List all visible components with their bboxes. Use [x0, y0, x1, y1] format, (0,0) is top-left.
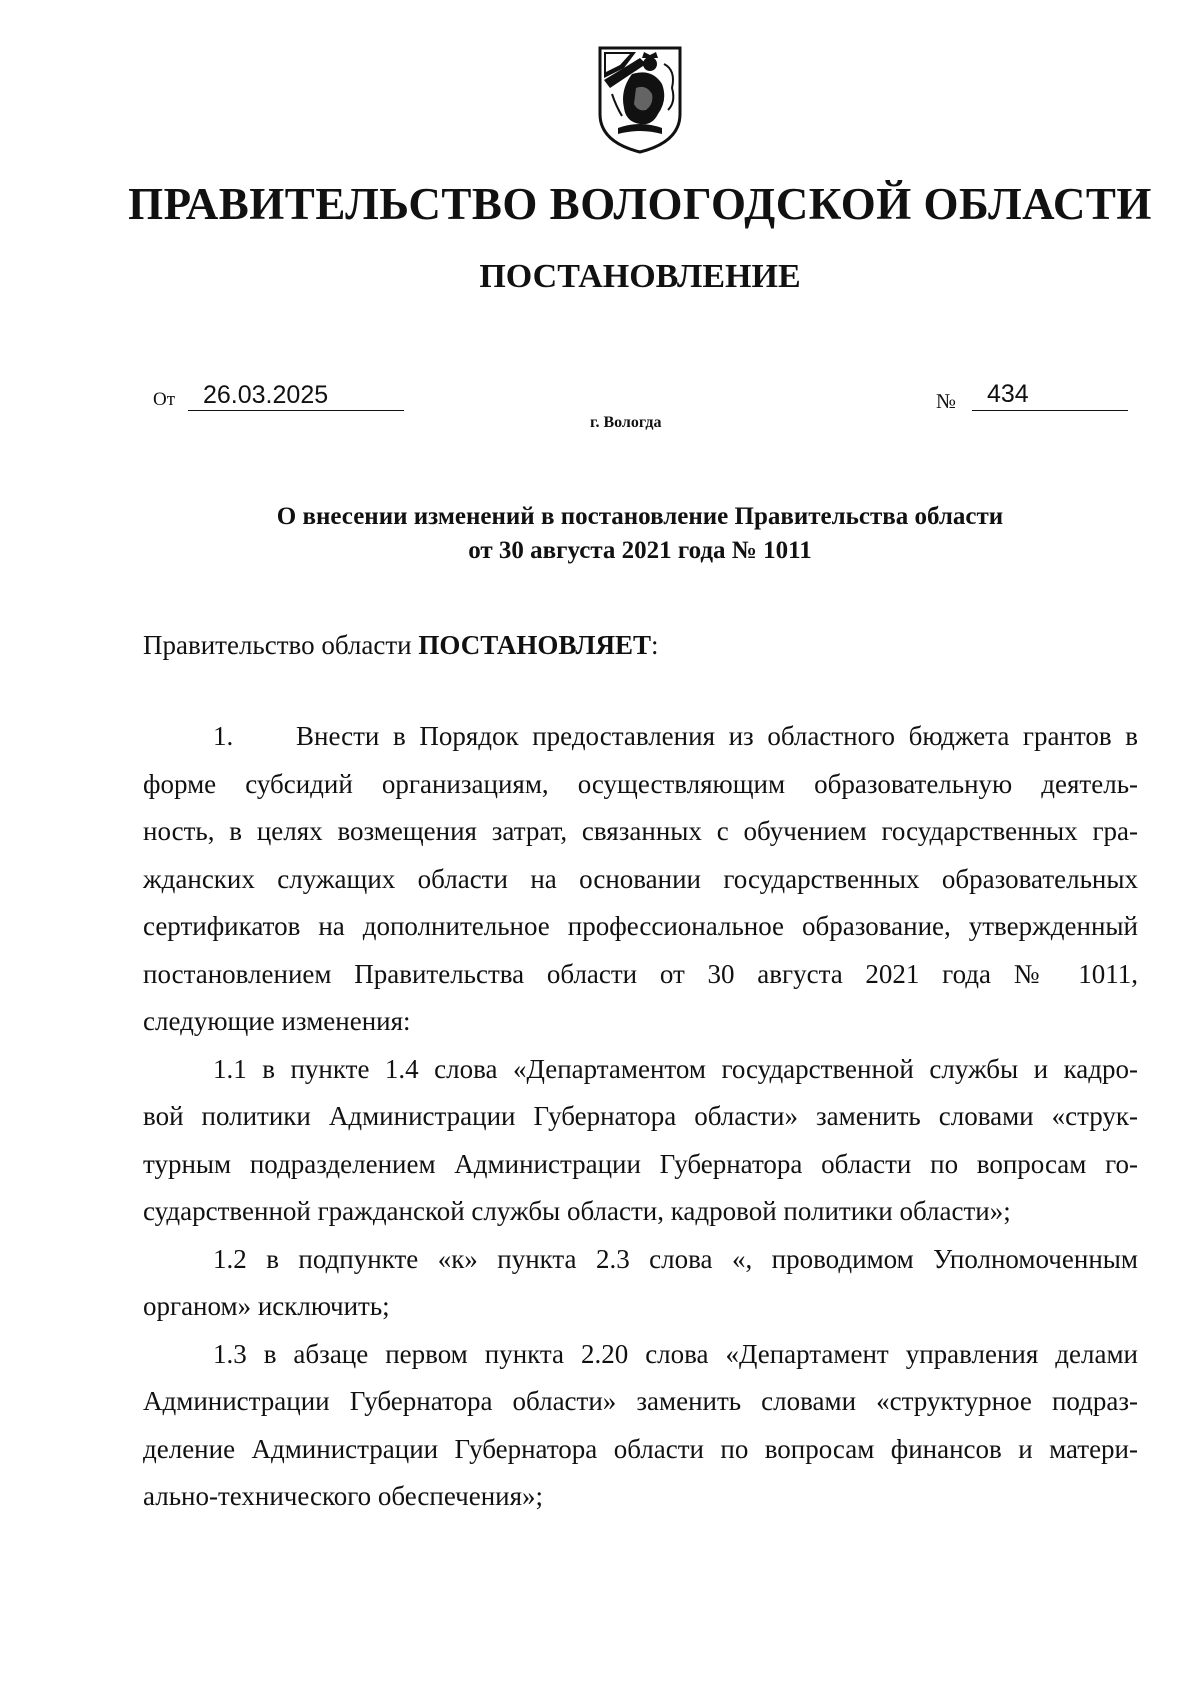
decree-prefix: Правительство области — [143, 630, 419, 660]
paragraph-line: ность, в целях возмещения затрат, связанных с обучением государственных гра- — [143, 816, 1138, 846]
decree-statement — [143, 630, 659, 661]
document-subject — [0, 500, 1200, 568]
item-line: вой политики Администрации Губернатора области» заменить словами «струк- — [143, 1101, 1138, 1131]
paragraph-number: 1. — [213, 721, 234, 751]
item-line: турным подразделением Администрации Губернатора области по вопросам го- — [143, 1148, 1138, 1179]
item-line: 1.3 в абзаце первом пункта 2.20 слова «Департамент управления делами — [213, 1338, 1138, 1369]
item-line: сударственной гражданской службы области, кадровой политики области»; — [143, 1196, 1011, 1226]
document-date: 26.03.2025 — [203, 381, 329, 409]
document-body — [143, 713, 1138, 1521]
item-line: деление Администрации Губернатора области по вопросам финансов и матери- — [143, 1433, 1138, 1464]
date-underline — [188, 410, 404, 411]
item-line: органом» исключить; — [143, 1291, 390, 1321]
decree-keyword: ПОСТАНОВЛЯЕТ — [418, 630, 651, 660]
subject-line: от 30 августа 2021 года № 1011 — [468, 537, 812, 564]
date-prefix: От — [153, 389, 176, 410]
subject-line: О внесении изменений в постановление Правительства области — [276, 503, 1004, 530]
organization-title: ПРАВИТЕЛЬСТВО ВОЛОГОДСКОЙ ОБЛАСТИ — [128, 179, 1152, 229]
coat-of-arms-emblem — [596, 44, 684, 156]
item-line: 1.1 в пункте 1.4 слова «Департаментом государственной службы и кадро- — [213, 1053, 1138, 1084]
item-line: 1.2 в подпункте «к» пункта 2.3 слова «, проводимом Уполномоченным — [213, 1243, 1138, 1274]
document-number: 434 — [987, 380, 1029, 408]
paragraph-line: следующие изменения: — [143, 1006, 411, 1036]
paragraph-line: постановлением Правительства области от 30 августа 2021 года № 1011, — [143, 958, 1138, 989]
document-type-title: ПОСТАНОВЛЕНИЕ — [479, 258, 801, 295]
item-line: Администрации Губернатора области» заменить словами «структурное подраз- — [143, 1386, 1138, 1416]
paragraph-line: жданских служащих области на основании государственных образовательных — [143, 863, 1138, 894]
paragraph-line: 1. Внести в Порядок предоставления из областного бюджета грантов в — [143, 713, 1138, 761]
paragraph-line: сертификатов на дополнительное профессиональное образование, утвержденный — [143, 911, 1138, 941]
paragraph-line: форме субсидий организациям, осуществляющим образовательную деятель- — [143, 768, 1138, 799]
number-underline — [972, 410, 1128, 411]
decree-suffix: : — [650, 630, 659, 660]
item-line: ально-технического обеспечения»; — [143, 1481, 544, 1511]
number-prefix: № — [936, 389, 957, 413]
city-label: г. Вологда — [590, 414, 662, 431]
